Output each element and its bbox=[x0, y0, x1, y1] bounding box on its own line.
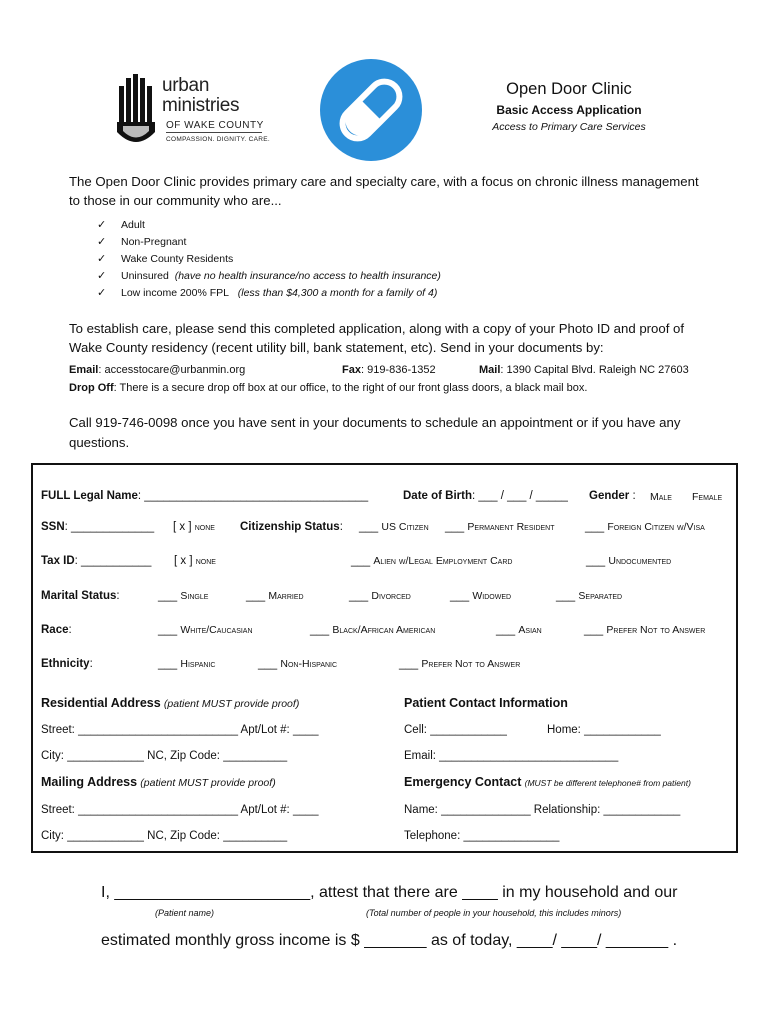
mailing-city-field[interactable]: City: ____________ NC, Zip Code: __________ bbox=[41, 830, 288, 842]
ethnicity-prefer-not-option[interactable]: ___ Prefer Not to Answer bbox=[399, 658, 521, 670]
ethnicity-nonhispanic-option[interactable]: ___ Non-Hispanic bbox=[258, 658, 338, 670]
instructions-line-2: Wake County residency (recent utility bill, bank statement, etc). Send in your documents by: bbox=[69, 340, 604, 355]
citizenship-alien-option[interactable]: ___ Alien w/Legal Employment Card bbox=[351, 555, 513, 567]
marital-status-label: Marital Status: bbox=[41, 590, 120, 602]
race-white-option[interactable]: ___ White/Caucasian bbox=[158, 624, 253, 636]
legal-name-field[interactable]: FULL Legal Name: ___________________________________ bbox=[41, 490, 369, 502]
logo-word-urban: urban bbox=[162, 75, 210, 96]
fax-contact: Fax: 919-836-1352 bbox=[342, 364, 436, 376]
checkmark-icon: ✓ bbox=[97, 219, 107, 231]
eligibility-list bbox=[97, 217, 441, 302]
mail-contact: Mail: 1390 Capital Blvd. Raleigh NC 27603 bbox=[479, 364, 689, 376]
email-contact: Email: accesstocare@urbanmin.org bbox=[69, 364, 246, 376]
call-line-1: Call 919-746-0098 once you have sent in your documents to schedule an appointment or if you have any bbox=[69, 415, 681, 430]
marital-single-option[interactable]: ___ Single bbox=[158, 590, 209, 602]
ssn-field[interactable]: SSN: _____________ bbox=[41, 521, 155, 533]
race-black-option[interactable]: ___ Black/African American bbox=[310, 624, 436, 636]
checkmark-icon: ✓ bbox=[97, 287, 107, 299]
hand-logo-icon bbox=[114, 72, 158, 152]
mailing-address-heading: Mailing Address (patient MUST provide proof) bbox=[41, 775, 276, 789]
gender-field: Gender : bbox=[589, 490, 636, 502]
emergency-telephone-field[interactable]: Telephone: _______________ bbox=[404, 830, 560, 842]
attestation-line-2: estimated monthly gross income is $ _______ as of today, ____/ ____/ _______ . bbox=[101, 932, 678, 949]
ethnicity-label: Ethnicity: bbox=[41, 658, 93, 670]
residential-street-field[interactable]: Street: _________________________ Apt/Lot #: ____ bbox=[41, 724, 319, 736]
logo-divider bbox=[166, 132, 262, 133]
list-item: ✓ Wake County Residents bbox=[97, 251, 441, 268]
citizenship-label: Citizenship Status: bbox=[240, 521, 343, 533]
citizenship-foreign-option[interactable]: ___ Foreign Citizen w/Visa bbox=[585, 521, 705, 533]
logo-tagline: COMPASSION. DIGNITY. CARE. bbox=[166, 136, 270, 143]
race-asian-option[interactable]: ___ Asian bbox=[496, 624, 542, 636]
marital-married-option[interactable]: ___ Married bbox=[246, 590, 304, 602]
list-item: ✓ Adult bbox=[97, 217, 441, 234]
application-tagline: Access to Primary Care Services bbox=[492, 121, 646, 133]
patient-name-note: (Patient name) bbox=[155, 908, 215, 918]
marital-separated-option[interactable]: ___ Separated bbox=[556, 590, 623, 602]
marital-divorced-option[interactable]: ___ Divorced bbox=[349, 590, 411, 602]
mailing-street-field[interactable]: Street: _________________________ Apt/Lot #: ____ bbox=[41, 804, 319, 816]
checkmark-icon: ✓ bbox=[97, 253, 107, 265]
clinic-title: Open Door Clinic bbox=[506, 80, 632, 98]
gender-male-option[interactable]: Male bbox=[650, 491, 672, 503]
logo-word-county: OF WAKE COUNTY bbox=[166, 120, 264, 131]
patient-contact-heading: Patient Contact Information bbox=[404, 696, 568, 710]
list-item: ✓ Non-Pregnant bbox=[97, 234, 441, 251]
cell-phone-field[interactable]: Cell: ____________ bbox=[404, 724, 507, 736]
household-note: (Total number of people in your household, this includes minors) bbox=[366, 908, 622, 918]
race-prefer-not-option[interactable]: ___ Prefer Not to Answer bbox=[584, 624, 706, 636]
citizenship-us-option[interactable]: ___ US Citizen bbox=[359, 521, 429, 533]
list-item: ✓ Uninsured (have no health insurance/no access to health insurance) bbox=[97, 268, 441, 285]
dob-field[interactable]: Date of Birth: ___ / ___ / _____ bbox=[403, 490, 568, 502]
home-phone-field[interactable]: Home: ____________ bbox=[547, 724, 661, 736]
ethnicity-hispanic-option[interactable]: ___ Hispanic bbox=[158, 658, 216, 670]
dropoff-info: Drop Off: There is a secure drop off box at our office, to the right of our front glass doors, a black mail box. bbox=[69, 382, 588, 394]
emergency-contact-heading: Emergency Contact (MUST be different telephone# from patient) bbox=[404, 775, 691, 789]
email-field[interactable]: Email: ____________________________ bbox=[404, 750, 619, 762]
list-item: ✓ Low income 200% FPL (less than $4,300 a month for a family of 4) bbox=[97, 285, 441, 302]
logo-word-ministries: ministries bbox=[162, 95, 240, 116]
checkmark-icon: ✓ bbox=[97, 270, 107, 282]
intro-line-1: The Open Door Clinic provides primary care and specialty care, with a focus on chronic illness management bbox=[69, 174, 699, 189]
checkmark-icon: ✓ bbox=[97, 236, 107, 248]
emergency-name-field[interactable]: Name: ______________ Relationship: ____________ bbox=[404, 804, 681, 816]
instructions-line-1: To establish care, please send this completed application, along with a copy of your Photo ID and proof of bbox=[69, 321, 685, 336]
taxid-none-checkbox[interactable]: [ x ] none bbox=[174, 555, 216, 567]
application-title: Basic Access Application bbox=[496, 103, 642, 117]
application-form bbox=[31, 463, 738, 853]
residential-city-field[interactable]: City: ____________ NC, Zip Code: __________ bbox=[41, 750, 288, 762]
attestation-line-1: I, ______________________, attest that there are ____ in my household and our bbox=[101, 884, 678, 901]
call-line-2: questions. bbox=[69, 435, 130, 450]
gender-female-option[interactable]: Female bbox=[692, 491, 723, 503]
citizenship-permanent-option[interactable]: ___ Permanent Resident bbox=[445, 521, 555, 533]
taxid-field[interactable]: Tax ID: ___________ bbox=[41, 555, 152, 567]
pill-icon bbox=[318, 57, 424, 163]
ssn-none-checkbox[interactable]: [ x ] none bbox=[173, 521, 215, 533]
intro-line-2: to those in our community who are... bbox=[69, 193, 282, 208]
residential-address-heading: Residential Address (patient MUST provide proof) bbox=[41, 696, 300, 710]
citizenship-undocumented-option[interactable]: ___ Undocumented bbox=[586, 555, 672, 567]
urban-ministries-logo bbox=[114, 72, 274, 152]
race-label: Race: bbox=[41, 624, 72, 636]
marital-widowed-option[interactable]: ___ Widowed bbox=[450, 590, 512, 602]
